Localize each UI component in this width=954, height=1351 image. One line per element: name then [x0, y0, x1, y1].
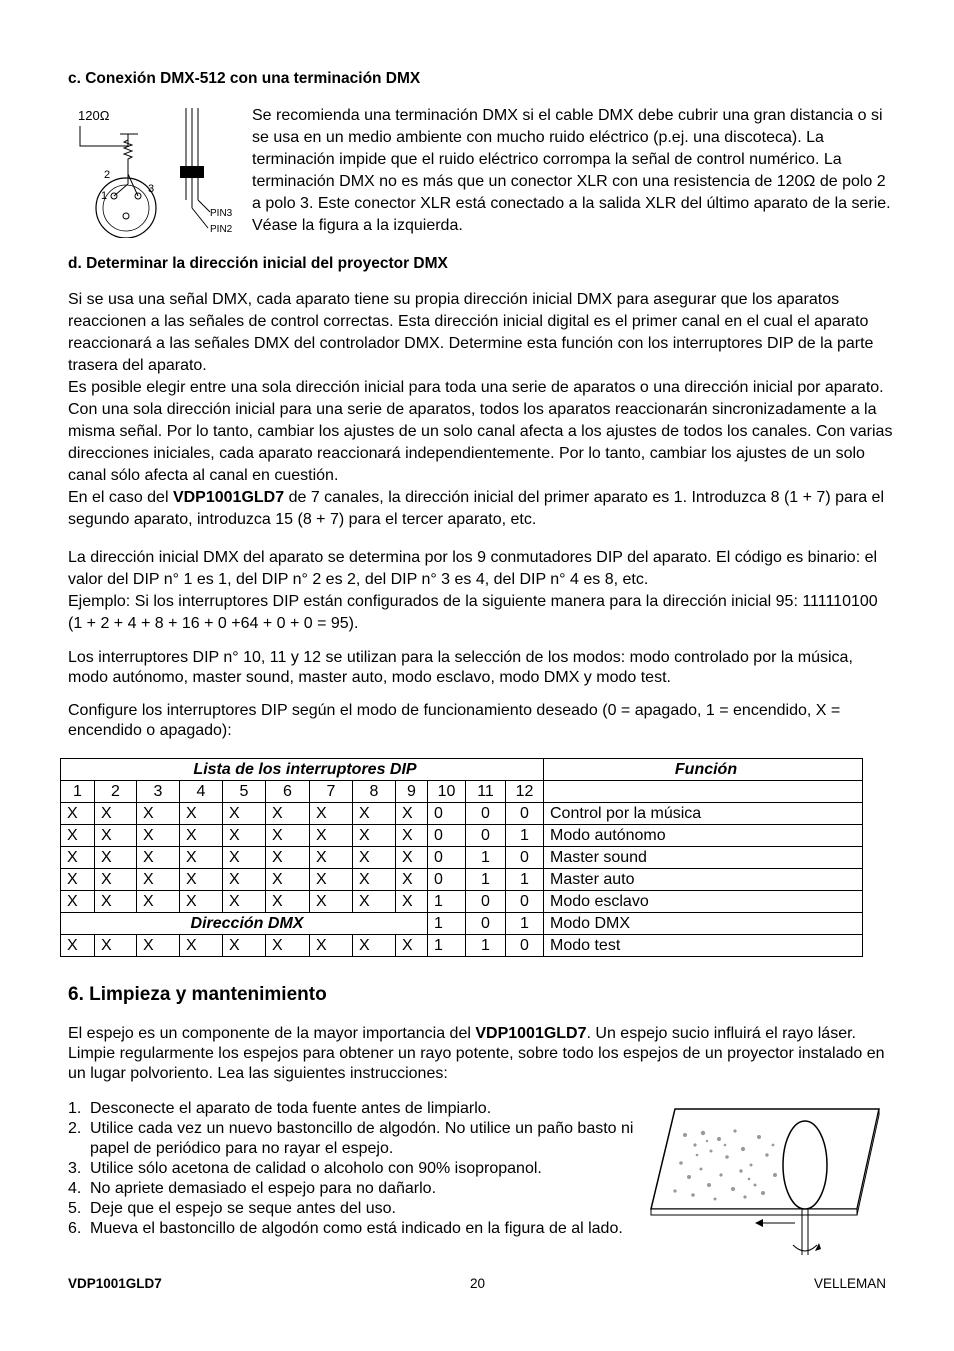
text-line: se usa en un medio ambiente con mucho ruido eléctrico (p.ej. una discoteca). La	[252, 129, 824, 146]
text-line: reaccionen a las señales de control correctas. Esta dirección inicial digital es el primer canal en el cual el aparato	[68, 313, 869, 330]
table-cell: 1	[466, 935, 506, 957]
text-line: Véase la figura a la izquierda.	[252, 217, 463, 234]
text-line: reaccionará a las señales DMX del controlador DMX. Determine esta función con los interruptores DIP de la parte	[68, 335, 874, 352]
table-cell: X	[180, 803, 223, 825]
table-cell: X	[310, 891, 353, 913]
list-item	[68, 1119, 638, 1159]
column-number-cell: 5	[223, 781, 266, 803]
function-header: Función	[544, 759, 863, 781]
list-item-text	[90, 1199, 396, 1219]
table-cell: X	[223, 825, 266, 847]
table-cell: X	[95, 825, 137, 847]
function-cell: Modo DMX	[544, 913, 863, 935]
text-line: modo autónomo, master sound, master auto, modo esclavo, modo DMX y modo test.	[68, 669, 671, 686]
xlr-termination-figure	[68, 104, 240, 238]
table-row	[61, 825, 863, 847]
footer-model: VDP1001GLD7	[68, 1276, 162, 1291]
table-cell: X	[353, 891, 396, 913]
function-cell: Master sound	[544, 847, 863, 869]
column-number-cell: 8	[353, 781, 396, 803]
text-line: segundo aparato, introduzca 15 (8 + 7) para el tercer aparato, etc.	[68, 511, 537, 528]
list-item-number: 4.	[68, 1180, 82, 1197]
list-item-text	[90, 1119, 633, 1159]
table-cell: X	[137, 869, 180, 891]
table-cell: X	[180, 847, 223, 869]
table-row	[61, 869, 863, 891]
text-line: La dirección inicial DMX del aparato se determina por los 9 conmutadores DIP del aparato. El código es binario: el	[68, 549, 878, 566]
list-item-number: 2.	[68, 1120, 82, 1137]
text-line: En el caso del VDP1001GLD7 de 7 canales, la dirección inicial del primer aparato es 1. Introduzca 8 (1 + 7) para el	[68, 489, 885, 506]
table-cell: X	[95, 869, 137, 891]
list-item	[68, 1199, 638, 1219]
table-cell: X	[180, 891, 223, 913]
column-number-row	[61, 781, 863, 803]
table-cell: 1	[428, 891, 466, 913]
table-cell: X	[396, 891, 428, 913]
table-cell: X	[310, 847, 353, 869]
table-cell: X	[95, 891, 137, 913]
table-cell: X	[266, 891, 310, 913]
table-cell: X	[95, 803, 137, 825]
text-line: encendido o apagado):	[68, 722, 232, 739]
svg-text:1: 1	[101, 190, 108, 202]
svg-text:PIN2: PIN2	[210, 224, 233, 235]
resistor-label: 120Ω	[78, 108, 110, 123]
page-number: 20	[470, 1276, 486, 1291]
text-line: Configure los interruptores DIP según el modo de funcionamiento deseado (0 = apagado, 1 = encendido, X =	[68, 702, 841, 719]
text-line: (1 + 2 + 4 + 8 + 16 + 0 +64 + 0 + 0 = 95).	[68, 615, 359, 632]
list-item-number: 5.	[68, 1200, 82, 1217]
table-cell: X	[396, 803, 428, 825]
mirror-cleaning-figure	[645, 1105, 885, 1267]
list-item-text	[90, 1159, 542, 1179]
list-item-number: 3.	[68, 1160, 82, 1177]
cleaning-steps-list	[68, 1099, 638, 1239]
svg-text:PIN3: PIN3	[210, 208, 233, 219]
table-cell: X	[61, 825, 95, 847]
table-cell: X	[180, 935, 223, 957]
text-line: trasera del aparato.	[68, 357, 207, 374]
table-cell: 1	[466, 869, 506, 891]
table-row	[61, 847, 863, 869]
table-cell: X	[266, 935, 310, 957]
table-cell: X	[61, 891, 95, 913]
text-line: Se recomienda una terminación DMX si el cable DMX debe cubrir una gran distancia o si	[252, 107, 883, 124]
table-cell: X	[223, 935, 266, 957]
dmx-address-label: Dirección DMX	[61, 913, 428, 935]
section-d-paragraph-2	[68, 547, 898, 635]
table-cell: 0	[428, 825, 466, 847]
table-cell: X	[353, 847, 396, 869]
text-line: No apriete demasiado el espejo para no dañarlo.	[90, 1180, 437, 1197]
footer-brand: VELLEMAN	[813, 1276, 886, 1291]
table-cell: X	[396, 869, 428, 891]
table-cell: 1	[466, 847, 506, 869]
text-line: Los interruptores DIP n° 10, 11 y 12 se utilizan para la selección de los modos: modo controlado por la música,	[68, 649, 853, 666]
table-cell: X	[61, 803, 95, 825]
table-cell: X	[223, 891, 266, 913]
text-line: Deje que el espejo se seque antes del uso.	[90, 1200, 396, 1217]
table-cell: X	[266, 847, 310, 869]
text-line: El espejo es un componente de la mayor importancia del VDP1001GLD7. Un espejo sucio influirá el rayo láser.	[68, 1025, 856, 1042]
table-cell: X	[61, 869, 95, 891]
list-item-number: 1.	[68, 1100, 82, 1117]
list-item	[68, 1179, 638, 1199]
text-line: Con una sola dirección inicial para una serie de aparatos, todos los aparatos reaccionarán sincronizadamente a la	[68, 401, 877, 418]
text-line: Es posible elegir entre una sola dirección inicial para toda una serie de aparatos o una dirección inicial por aparato.	[68, 379, 884, 396]
table-cell: 0	[466, 913, 506, 935]
column-number-cell: 7	[310, 781, 353, 803]
table-cell: 1	[506, 825, 544, 847]
table-cell: 0	[466, 803, 506, 825]
table-cell: 1	[428, 935, 466, 957]
column-number-cell: 4	[180, 781, 223, 803]
column-number-cell: 3	[137, 781, 180, 803]
text-line: a polo 3. Este conector XLR está conectado a la salida XLR del último aparato de la serie.	[252, 195, 891, 212]
list-item-number: 6.	[68, 1220, 82, 1237]
text-line: Mueva el bastoncillo de algodón como está indicado en la figura de al lado.	[90, 1220, 623, 1237]
section-6-intro	[68, 1024, 898, 1084]
table-cell: X	[223, 803, 266, 825]
column-number-cell: 12	[506, 781, 544, 803]
table-header-row	[61, 759, 863, 781]
text-line: Limpie regularmente los espejos para obtener un rayo potente, sobre todo los espejos de un proyector instalado en	[68, 1045, 885, 1062]
list-item-text	[90, 1219, 623, 1239]
table-cell: 1	[506, 869, 544, 891]
dip-list-header: Lista de los interruptores DIP	[61, 759, 544, 781]
function-cell	[544, 781, 863, 803]
table-cell: X	[266, 803, 310, 825]
function-cell: Modo test	[544, 935, 863, 957]
table-cell: 0	[428, 803, 466, 825]
text-line: misma señal. Por lo tanto, cambiar los ajustes de un solo canal afecta a los ajustes de todos los canales. Con varias	[68, 423, 893, 440]
function-cell: Control por la música	[544, 803, 863, 825]
column-number-cell: 2	[95, 781, 137, 803]
list-item	[68, 1219, 638, 1239]
table-cell: X	[396, 847, 428, 869]
dip-switch-table	[60, 758, 863, 957]
table-cell: X	[180, 869, 223, 891]
text-line: terminación DMX no es más que un conector XLR con una resistencia de 120Ω de polo 2	[252, 173, 886, 190]
column-number-cell: 11	[466, 781, 506, 803]
text-line: un lugar polvoriento. Lea las siguientes instrucciones:	[68, 1065, 448, 1082]
table-cell: X	[310, 935, 353, 957]
section-6-heading: 6. Limpieza y mantenimiento	[68, 984, 327, 1005]
function-cell: Master auto	[544, 869, 863, 891]
table-cell: X	[137, 847, 180, 869]
table-cell: 0	[466, 891, 506, 913]
text-line: terminación impide que el ruido eléctrico corrompa la señal de control numérico. La	[252, 151, 842, 168]
model-name: VDP1001GLD7	[172, 489, 285, 506]
table-cell: X	[137, 825, 180, 847]
section-c-text	[252, 105, 892, 237]
column-number-cell: 6	[266, 781, 310, 803]
table-cell: X	[266, 825, 310, 847]
function-cell: Modo autónomo	[544, 825, 863, 847]
section-d-paragraph-3	[68, 648, 898, 688]
text-line: Utilice cada vez un nuevo bastoncillo de algodón. No utilice un paño basto ni	[90, 1120, 634, 1137]
table-cell: X	[223, 869, 266, 891]
table-cell: X	[396, 935, 428, 957]
table-row-test	[61, 935, 863, 957]
table-cell: X	[310, 869, 353, 891]
section-d-heading: d. Determinar la dirección inicial del proyector DMX	[68, 255, 448, 272]
table-cell: X	[353, 935, 396, 957]
text-line: Ejemplo: Si los interruptores DIP están configurados de la siguiente manera para la dirección inicial 95: 111110100	[68, 593, 878, 610]
table-row	[61, 803, 863, 825]
table-cell: X	[61, 847, 95, 869]
table-cell: X	[180, 825, 223, 847]
table-cell: 0	[506, 847, 544, 869]
table-cell: X	[353, 869, 396, 891]
table-cell: 0	[506, 803, 544, 825]
table-cell: X	[396, 825, 428, 847]
column-number-cell: 1	[61, 781, 95, 803]
table-cell: X	[353, 825, 396, 847]
table-cell: X	[310, 825, 353, 847]
table-cell: X	[137, 891, 180, 913]
table-cell: X	[95, 935, 137, 957]
text-line: Si se usa una señal DMX, cada aparato tiene su propia dirección inicial DMX para asegurar que los aparatos	[68, 291, 840, 308]
section-d-paragraph-4	[68, 701, 898, 741]
list-item	[68, 1159, 638, 1179]
section-d-paragraph-1	[68, 289, 898, 531]
table-cell: X	[266, 869, 310, 891]
table-cell: X	[353, 803, 396, 825]
text-line: direcciones iniciales, cada aparato reaccionará independientemente. Por lo tanto, cambiar los ajustes de un solo	[68, 445, 865, 462]
table-cell: 0	[428, 847, 466, 869]
table-cell: X	[137, 803, 180, 825]
table-cell: 0	[506, 891, 544, 913]
text-line: papel de periódico para no rayar el espejo.	[90, 1140, 394, 1157]
function-cell: Modo esclavo	[544, 891, 863, 913]
text-line: Desconecte el aparato de toda fuente antes de limpiarlo.	[90, 1100, 492, 1117]
svg-text:3: 3	[148, 183, 155, 195]
table-row-dmx	[61, 913, 863, 935]
section-c-heading: c. Conexión DMX-512 con una terminación DMX	[68, 70, 421, 87]
svg-text:2: 2	[104, 169, 111, 181]
list-item-text	[90, 1099, 491, 1119]
table-cell: 1	[506, 913, 544, 935]
column-number-cell: 9	[396, 781, 428, 803]
text-line: canal sólo afecta al canal en cuestión.	[68, 467, 339, 484]
table-cell: 0	[428, 869, 466, 891]
table-cell: X	[223, 847, 266, 869]
list-item	[68, 1099, 638, 1119]
text-line: Utilice sólo acetona de calidad o alcoholo con 90% isopropanol.	[90, 1160, 542, 1177]
text-line: valor del DIP n° 1 es 1, del DIP n° 2 es 2, del DIP n° 3 es 4, del DIP n° 4 es 8, etc.	[68, 571, 649, 588]
table-cell: X	[61, 935, 95, 957]
table-cell: 0	[506, 935, 544, 957]
model-name: VDP1001GLD7	[475, 1025, 587, 1042]
list-item-text	[90, 1179, 436, 1199]
table-cell: X	[310, 803, 353, 825]
table-cell: X	[95, 847, 137, 869]
table-row	[61, 891, 863, 913]
table-cell: X	[137, 935, 180, 957]
table-cell: 0	[466, 825, 506, 847]
table-cell: 1	[428, 913, 466, 935]
column-number-cell: 10	[428, 781, 466, 803]
